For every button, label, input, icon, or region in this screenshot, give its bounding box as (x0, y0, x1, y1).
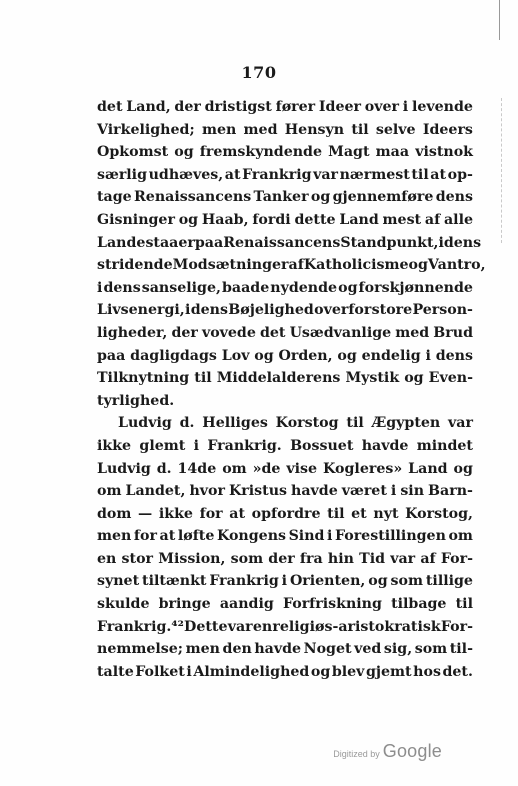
word: baade (221, 279, 270, 296)
word: staaer (145, 234, 195, 251)
word: Frankrig (242, 166, 312, 183)
text-line (97, 480, 473, 503)
word: maa (375, 144, 410, 161)
google-logo: Google (382, 741, 442, 761)
word: Almindelighed (193, 663, 310, 680)
word: Modsætninger (172, 257, 289, 274)
word: at (224, 166, 241, 183)
word: 14de (177, 460, 217, 477)
word: Noget (303, 641, 352, 658)
word: Kogleres» (323, 460, 403, 477)
word: fører (275, 99, 316, 115)
word: var (390, 550, 416, 567)
digitized-by-label: Digitized by (333, 749, 380, 759)
word: Kongens (216, 528, 286, 545)
word: Gisninger (97, 211, 175, 228)
word: mindet (416, 437, 473, 454)
word: dens (435, 347, 473, 364)
word: forskjønnende (358, 279, 473, 296)
word: For- (440, 550, 473, 567)
word: men (201, 121, 237, 138)
word: hos (413, 663, 441, 680)
word: nyt (373, 505, 399, 522)
word: Ægypten (371, 415, 441, 432)
word: Livsenergi, (97, 302, 185, 319)
word: at (229, 505, 246, 522)
word: Land (408, 460, 448, 477)
word: over (364, 99, 400, 115)
word: men (185, 641, 220, 658)
word: levende (411, 99, 473, 115)
text-line (97, 458, 473, 481)
word: d. (179, 415, 195, 432)
word: — (138, 505, 153, 522)
word: nydende (270, 279, 338, 296)
word: Kristus (228, 483, 288, 500)
word: i (327, 528, 333, 545)
word: blev (331, 663, 365, 680)
word: og (408, 257, 428, 274)
word: i (390, 483, 397, 500)
page-number: 170 (241, 63, 277, 82)
text-line (97, 322, 473, 345)
word: stor (121, 550, 154, 567)
word: var (448, 415, 473, 432)
text-line (97, 390, 473, 413)
word: fremskyndende (199, 144, 322, 161)
word: Haab, (201, 211, 249, 228)
body-text (97, 96, 486, 683)
text-line (97, 119, 473, 142)
word: dens (103, 279, 141, 296)
word: d. (156, 460, 172, 477)
word: udhæves, (148, 166, 224, 183)
text-line (97, 548, 473, 571)
word: den (222, 641, 252, 658)
word: vovede (201, 324, 256, 341)
word: Lande (97, 234, 146, 251)
word: i (186, 663, 192, 680)
word: gjemt (365, 663, 412, 680)
word: dens (443, 234, 482, 251)
word: synet (97, 573, 140, 590)
word: til (194, 370, 212, 387)
word: dens (435, 189, 473, 206)
word: Virkelighed; (97, 121, 195, 138)
text-line (97, 232, 482, 255)
word: Mission, (158, 550, 226, 567)
word: Korstog, (405, 505, 473, 522)
word: Folket (135, 663, 185, 680)
word: havde (254, 641, 302, 658)
word: Renaissancens (223, 234, 341, 251)
word: som (230, 550, 264, 567)
text-line (97, 141, 473, 164)
word: det (259, 324, 286, 341)
word: og (337, 347, 357, 364)
word: Tid (359, 550, 386, 567)
word: for (133, 528, 157, 545)
word: tilbage (391, 596, 447, 613)
word: der (268, 550, 295, 567)
word: op- (447, 166, 473, 183)
word: og (368, 573, 388, 590)
word: hin (327, 550, 354, 567)
word: til (327, 505, 345, 522)
word: dristigst (204, 99, 272, 115)
word: sanselige, (141, 279, 221, 296)
text-line (97, 661, 473, 684)
word: havde (361, 437, 409, 454)
word: overfor (314, 302, 372, 319)
word: med (395, 324, 430, 341)
word: Barn- (428, 483, 473, 500)
word: sin (400, 483, 425, 500)
text-line (97, 638, 473, 661)
word: og (453, 460, 473, 477)
word: som (414, 641, 448, 658)
word: været (341, 483, 387, 500)
word: og (338, 279, 358, 296)
word: Helliges (202, 415, 268, 432)
word: som (390, 573, 423, 590)
word: bringe (158, 596, 211, 613)
word: Ludvig (97, 460, 151, 477)
word: om (222, 460, 247, 477)
word: et (351, 505, 367, 522)
word: hvor (189, 483, 225, 500)
text-line (97, 254, 486, 277)
word: Renaissancens (134, 189, 252, 206)
word: med (243, 121, 278, 138)
word: var (313, 166, 338, 183)
word: Katholicisme (303, 257, 409, 274)
word: i (438, 234, 444, 251)
word: Even- (428, 370, 473, 387)
word: om (448, 528, 473, 545)
word: talte (97, 663, 134, 680)
word: Ideers (422, 121, 473, 138)
word: selve (375, 121, 416, 138)
word: sig, (383, 641, 413, 658)
text-line (97, 277, 473, 300)
text-line (97, 96, 473, 119)
word: i (281, 573, 288, 590)
word: ved (354, 641, 382, 658)
word: Middelalderens (216, 370, 341, 387)
word: paa (194, 234, 224, 251)
text-line (97, 164, 473, 187)
word: Bossuet (290, 437, 354, 454)
word: alle (443, 211, 473, 228)
word: til- (449, 641, 473, 658)
word: nærmest (339, 166, 410, 183)
word: det (97, 99, 123, 115)
text-line (97, 435, 473, 458)
word: der (174, 99, 201, 115)
word: skulde (97, 596, 150, 613)
word: Bøjelighed (228, 302, 314, 319)
word: havde (291, 483, 338, 500)
text-line (97, 367, 473, 390)
word: at (430, 166, 447, 183)
text-line (97, 209, 473, 232)
word: af (288, 257, 304, 274)
word: en (97, 550, 117, 567)
word: Landet, (125, 483, 186, 500)
word: Tanker (253, 189, 309, 206)
word: Frankrig. (207, 437, 282, 454)
word: fra (299, 550, 323, 567)
word: store (371, 302, 413, 319)
word: tage (97, 189, 132, 206)
word: af (424, 211, 441, 228)
word: i (193, 437, 200, 454)
word: Korstog (275, 415, 339, 432)
word: dagligdags (130, 347, 217, 364)
word: ikke (97, 437, 132, 454)
word: Land, (126, 99, 171, 115)
text-line (97, 345, 473, 368)
word: paa (97, 347, 126, 364)
text-line (97, 299, 473, 322)
word: Land (339, 211, 379, 228)
text-line (97, 186, 473, 209)
word: nemmelse; (97, 641, 184, 658)
word: i (97, 279, 103, 296)
word: dom (97, 505, 132, 522)
word: Opkomst (97, 144, 169, 161)
word: og (404, 370, 424, 387)
word: ikke (158, 505, 193, 522)
word: at (159, 528, 176, 545)
word: Person- (412, 302, 473, 319)
word: tillige (425, 573, 473, 590)
word: Tilknytning (97, 370, 190, 387)
word: Magt (328, 144, 370, 161)
word: Mystik (345, 370, 400, 387)
word: mest (382, 211, 422, 228)
word: Dette (184, 618, 228, 635)
word: opfordre (251, 505, 321, 522)
word: til (455, 596, 473, 613)
word: Vantro, (427, 257, 486, 274)
word: Standpunkt, (340, 234, 439, 251)
word: Hensyn (284, 121, 345, 138)
word: til (346, 415, 364, 432)
word: særlig (97, 166, 147, 183)
word: Orden, (278, 347, 333, 364)
word: Ideer (318, 99, 362, 115)
word: dette (294, 211, 336, 228)
word: tyrlighed. (97, 392, 175, 409)
word: Frankrig (209, 573, 279, 590)
word: Ludvig (118, 415, 172, 432)
word: Orienten, (289, 573, 366, 590)
word: Forfriskning (282, 596, 382, 613)
word: Frankrig.⁴² (97, 618, 184, 635)
word: og (178, 211, 199, 228)
digitized-watermark (333, 741, 442, 762)
word: af (420, 550, 436, 567)
word: til (351, 121, 369, 138)
word: og (254, 347, 274, 364)
word: Sind (288, 528, 325, 545)
scan-edge-mark (499, 0, 500, 40)
word: en (252, 618, 273, 635)
word: vistnok (415, 144, 473, 161)
word: Brud (433, 324, 473, 341)
word: dens (190, 302, 228, 319)
word: stridende (97, 257, 173, 274)
text-line (97, 503, 473, 526)
word: Usædvanlige (289, 324, 392, 341)
word: aandig (219, 596, 274, 613)
word: religiøs-aristokratisk (272, 618, 441, 635)
word: glemt (139, 437, 186, 454)
word: vise (286, 460, 318, 477)
word: fordi (252, 211, 291, 228)
word: og (310, 189, 331, 206)
word: for (199, 505, 223, 522)
text-line (97, 525, 473, 548)
word: Lov (221, 347, 250, 364)
word: i (185, 302, 191, 319)
word: tiltænkt (142, 573, 207, 590)
word: løfte (177, 528, 215, 545)
word: der (171, 324, 198, 341)
text-line (97, 616, 473, 639)
scan-margin-marks (499, 98, 502, 243)
word: det. (442, 663, 473, 680)
word: i (425, 347, 431, 364)
text-line (97, 412, 473, 435)
word: ligheder, (97, 324, 168, 341)
word: men (97, 528, 132, 545)
word: til (411, 166, 429, 183)
word: Forestillingen (334, 528, 446, 545)
word: For- (440, 618, 473, 635)
text-line (97, 593, 473, 616)
word: »de (252, 460, 281, 477)
word: om (97, 483, 122, 500)
word: i (402, 99, 409, 115)
word: gjennemføre (332, 189, 434, 206)
word: var (227, 618, 253, 635)
text-line (97, 570, 473, 593)
word: og (310, 663, 331, 680)
word: endelig (361, 347, 421, 364)
word: og (174, 144, 194, 161)
